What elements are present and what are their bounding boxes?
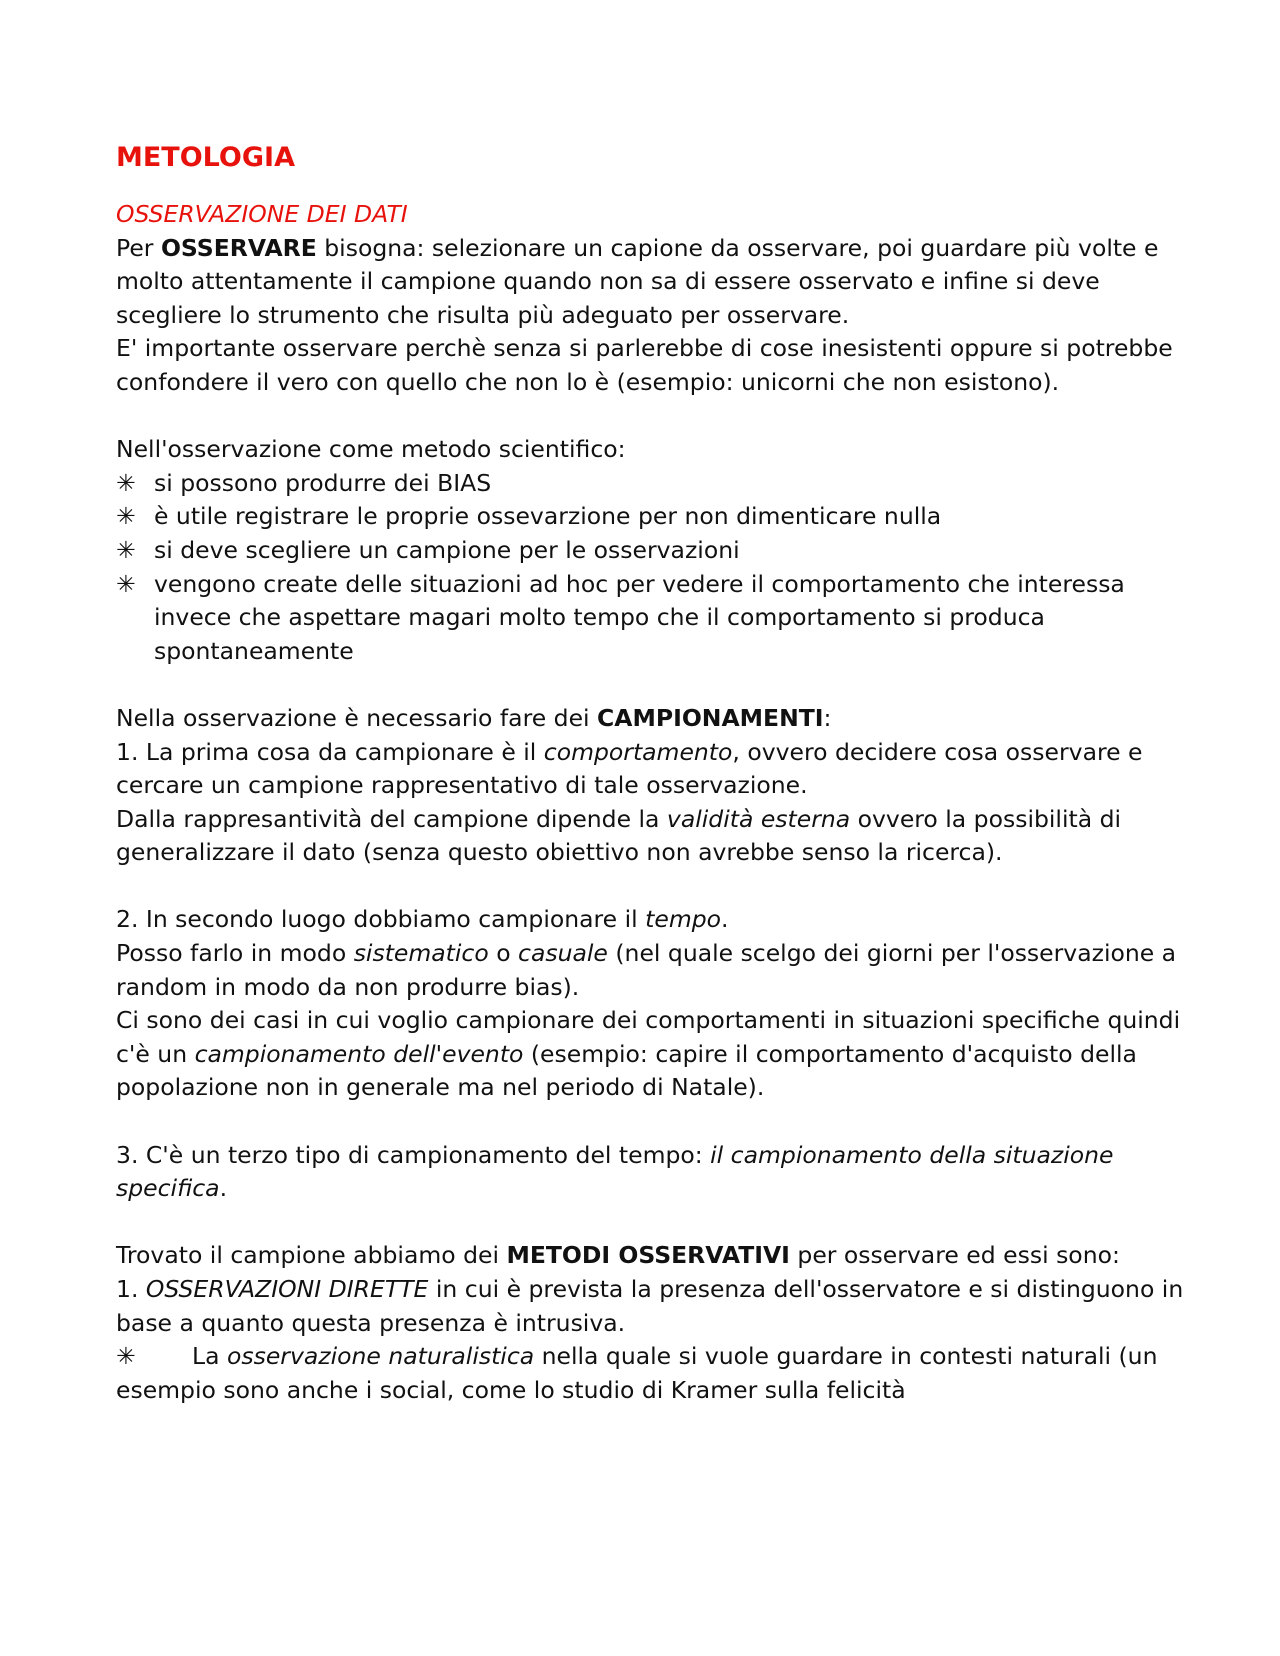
paragraph-osservare — [116, 232, 1196, 333]
bold-term: METODI OSSERVATIVI — [506, 1241, 790, 1270]
list-item — [116, 500, 1196, 534]
italic-term: sistematico — [353, 939, 489, 968]
bullet-list — [116, 467, 1196, 669]
document-title: METOLOGIA — [116, 142, 295, 173]
text-run: : — [823, 703, 832, 732]
blank-line — [116, 1105, 1196, 1139]
text-run: (nel quale scelgo dei giorni per l'osservazione a random in modo da non produrre bias). — [116, 939, 1177, 1001]
metodi-osservativi-intro — [116, 1239, 1196, 1273]
italic-term: OSSERVAZIONI DIRETTE — [145, 1275, 429, 1303]
text-run: ovvero la possibilità di generalizzare il dato (senza questo obiettivo non avrebbe senso la ricerca). — [116, 804, 1122, 867]
star-bullet-icon: ✳ — [116, 502, 136, 531]
metodo-osservazioni-dirette — [116, 1273, 1196, 1340]
text-run: Per — [116, 233, 161, 262]
text-run: . — [219, 1174, 228, 1203]
section-subtitle: OSSERVAZIONE DEI DATI — [116, 200, 408, 228]
list-item-text: si deve scegliere un campione per le osservazioni — [154, 535, 740, 564]
list-item — [116, 568, 1196, 669]
text-run: Nella osservazione è necessario fare dei — [116, 703, 598, 732]
campionamento-3 — [116, 1139, 1196, 1206]
star-bullet-icon: ✳ — [116, 535, 136, 564]
text-run: 3. C'è un terzo tipo di campionamento del tempo: — [116, 1140, 711, 1169]
text-run: , ovvero decidere cosa osservare e cercare un campione rappresentativo di tale osservazione. — [116, 737, 1143, 800]
campionamento-1-validity — [116, 803, 1196, 870]
italic-term: campionamento dell'evento — [194, 1039, 524, 1068]
star-bullet-icon: ✳ — [116, 468, 136, 497]
bold-term: CAMPIONAMENTI — [597, 703, 824, 732]
text-run: per osservare ed essi sono: — [789, 1241, 1120, 1270]
star-bullet-icon: ✳ — [116, 1342, 136, 1371]
paragraph-importance: E' importante osservare perchè senza si parlerebbe di cose inesistenti oppure si potrebbe confondere il vero con quello che non lo è (esempio: unicorni che non esistono). — [116, 334, 1173, 396]
text-run: in cui è prevista la presenza dell'osservatore e si distinguono in base a quanto questa presenza è intrusiva. — [116, 1275, 1184, 1337]
text-run: bisogna: selezionare un capione da osservare, poi guardare più volte e molto attentamente il campione quando non sa di essere osservato e infine si deve scegliere lo strumento che risulta più adeguato per osservare. — [116, 233, 1159, 329]
text-run: 1. — [116, 1275, 146, 1303]
blank-line — [116, 400, 1196, 434]
italic-term: comportamento — [543, 737, 733, 766]
blank-line — [116, 1206, 1196, 1240]
text-run: nella quale si vuole guardare in contesti naturali (un esempio sono anche i social, come lo studio di Kramer sulla felicità — [116, 1342, 1158, 1404]
italic-term: casuale — [518, 939, 608, 968]
text-run: 1. La prima cosa da campionare è il — [116, 737, 544, 766]
document-body — [116, 138, 1196, 1407]
blank-line — [116, 668, 1196, 702]
star-bullet-icon: ✳ — [116, 569, 136, 598]
bold-term: OSSERVARE — [160, 233, 317, 262]
text-run: Dalla rappresantività del campione dipende la — [116, 804, 667, 833]
campionamenti-intro — [116, 702, 1196, 736]
list-item — [116, 534, 1196, 568]
italic-term: validità esterna — [666, 804, 851, 833]
text-run: . — [721, 905, 729, 934]
campionamento-2-event — [116, 1004, 1196, 1105]
blank-line — [116, 870, 1196, 904]
text-run: 2. In secondo luogo dobbiamo campionare il — [116, 905, 646, 934]
text-run: (esempio: capire il comportamento d'acquisto della popolazione non in generale ma nel periodo di Natale). — [116, 1039, 1137, 1102]
text-run: La — [192, 1342, 227, 1371]
list-item-text: si possono produrre dei BIAS — [154, 468, 492, 497]
text-run: Ci sono dei casi in cui voglio campionare dei comportamenti in situazioni specifiche quindi c'è un — [116, 1006, 1181, 1068]
osservazione-naturalistica — [116, 1340, 1196, 1407]
italic-term: tempo — [645, 905, 721, 934]
text-run: Posso farlo in modo — [116, 939, 354, 968]
text-run: o — [488, 939, 519, 968]
campionamento-1 — [116, 736, 1196, 803]
italic-term: osservazione naturalistica — [226, 1342, 535, 1371]
text-run: Trovato il campione abbiamo dei — [116, 1241, 507, 1270]
campionamento-2 — [116, 903, 1196, 937]
campionamento-2-modes — [116, 937, 1196, 1004]
list-item — [116, 467, 1196, 501]
list-item-text: è utile registrare le proprie ossevarzione per non dimenticare nulla — [154, 502, 942, 531]
list-item-text: vengono create delle situazioni ad hoc per vedere il comportamento che interessa invece che aspettare magari molto tempo che il comportamento si produca spontaneamente — [154, 569, 1125, 665]
list-intro: Nell'osservazione come metodo scientifico: — [116, 435, 626, 464]
italic-term: il campionamento della situazione specifica — [116, 1140, 1114, 1203]
